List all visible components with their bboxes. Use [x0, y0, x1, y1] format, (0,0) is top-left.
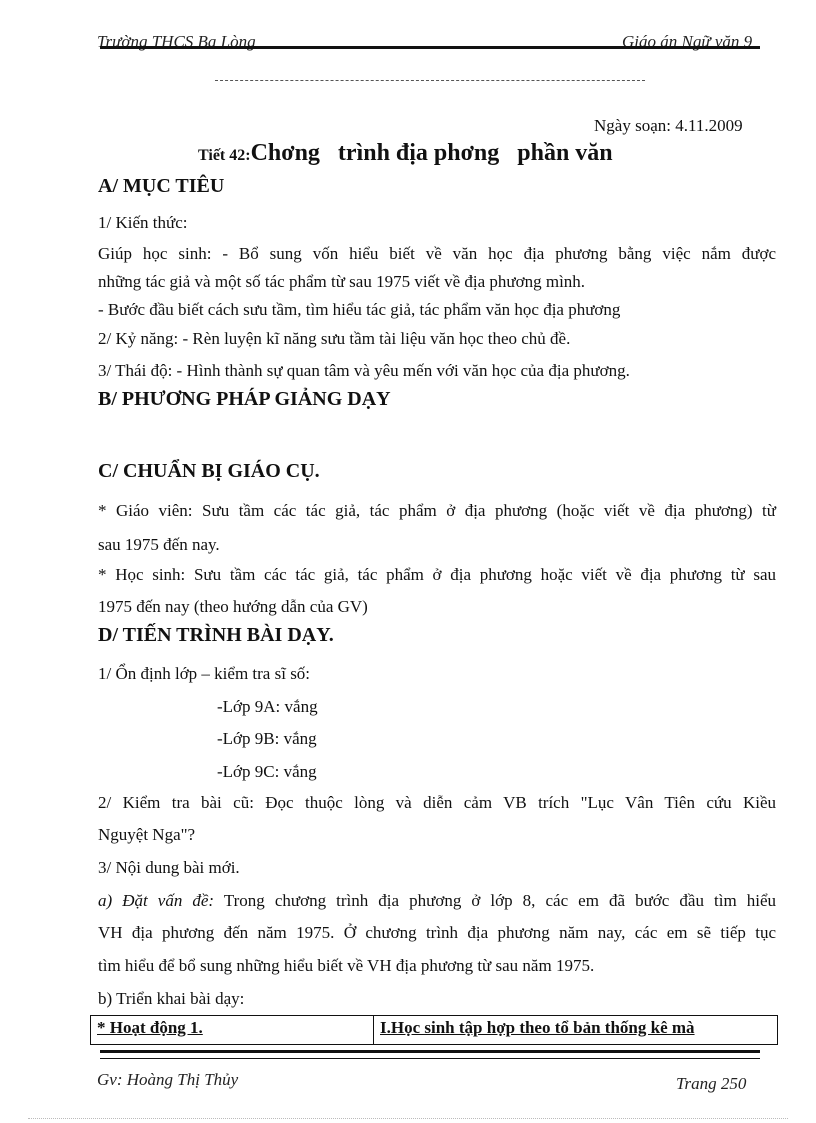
lesson-title: [198, 140, 613, 167]
table-cell-activity: [91, 1016, 374, 1045]
intro-text: Trong chương trình địa phương ở lớp 8, các em đã bước đầu tìm hiểu: [214, 891, 776, 910]
section-b-heading: B/ PHƯƠNG PHÁP GIẢNG DẠY: [98, 388, 391, 410]
teacher-prep-line-1: * Giáo viên: Sưu tầm các tác giả, tác phẩm ở địa phương (hoặc viết về địa phương) từ: [98, 501, 776, 520]
table-row: [91, 1016, 778, 1045]
date-prepared: Ngày soạn: 4.11.2009: [594, 116, 743, 135]
step-2-line-2: Nguyệt Nga"?: [98, 825, 196, 844]
section-c-heading: C/ CHUẨN BỊ GIÁO CỤ.: [98, 460, 320, 482]
step-2-line-1: 2/ Kiểm tra bài cũ: Đọc thuộc lòng và diễn cảm VB trích "Lục Vân Tiên cứu Kiều: [98, 793, 776, 812]
skills-line: 2/ Kỷ năng: - Rèn luyện kĩ năng sưu tầm tài liệu văn học theo chủ đề.: [98, 329, 571, 348]
student-prep-line-1: * Học sinh: Sưu tầm các tác giả, tác phẩm ở địa phương hoặc viết về địa phương từ sau: [98, 565, 776, 584]
section-d-heading: D/ TIẾN TRÌNH BÀI DẠY.: [98, 624, 334, 646]
intro-line-1: [98, 884, 776, 917]
class-9c: -Lớp 9C: vắng: [217, 762, 317, 781]
step-3: 3/ Nội dung bài mới.: [98, 858, 240, 877]
section-a-heading: A/ MỤC TIÊU: [98, 175, 225, 197]
footer-rule: [100, 1050, 760, 1053]
attitude-line: 3/ Thái độ: - Hình thành sự quan tâm và yêu mến với văn học của địa phương.: [98, 361, 630, 380]
table-cell-content: [374, 1016, 778, 1045]
footer-page-number: Trang 250: [676, 1074, 747, 1093]
header-school: Trường THCS Ba Lòng: [97, 32, 256, 51]
dashed-divider: [215, 80, 645, 81]
knowledge-line-2: những tác giả và một số tác phẩm từ sau 1975 viết về địa phương mình.: [98, 272, 586, 291]
intro-label: a) Đặt vấn đề:: [98, 891, 215, 910]
step-1: 1/ Ổn định lớp – kiểm tra sĩ số:: [98, 664, 311, 683]
footer-teacher: Gv: Hoàng Thị Thủy: [97, 1070, 239, 1089]
lesson-number: Tiết 42:: [198, 147, 251, 164]
knowledge-label: 1/ Kiến thức:: [98, 213, 188, 232]
class-9b: -Lớp 9B: vắng: [217, 729, 317, 748]
class-9a: -Lớp 9A: vắng: [217, 697, 318, 716]
lesson-name: Chơng trình địa phơng phần văn: [250, 140, 613, 166]
activity-heading: * Hoạt động 1.: [97, 1018, 203, 1037]
knowledge-line-1: Giúp học sinh: - Bổ sung vốn hiểu biết về văn học địa phương bằng việc nắm được: [98, 244, 776, 263]
header-subject: Giáo án Ngữ văn 9: [622, 32, 753, 51]
footer-rule-thin: [100, 1058, 760, 1059]
student-prep-line-2: 1975 đến nay (theo hướng dẫn của GV): [98, 597, 368, 616]
teacher-prep-line-2: sau 1975 đến nay.: [98, 535, 220, 554]
knowledge-line-3: - Bước đầu biết cách sưu tầm, tìm hiểu tác giả, tác phẩm văn học địa phương: [98, 300, 621, 319]
page-bottom-dots: [28, 1118, 788, 1119]
intro-line-3: tìm hiểu để bổ sung những hiểu biết về VH địa phương từ sau năm 1975.: [98, 956, 595, 975]
deploy-line: b) Triển khai bài dạy:: [98, 989, 245, 1008]
content-heading: I.Học sinh tập hợp theo tổ bản thống kê mà: [380, 1018, 695, 1037]
header-rule: [100, 46, 760, 49]
activity-table: [90, 1015, 778, 1045]
intro-line-2: VH địa phương đến năm 1975. Ở chương trình địa phương năm nay, các em sẽ tiếp tục: [98, 923, 776, 942]
